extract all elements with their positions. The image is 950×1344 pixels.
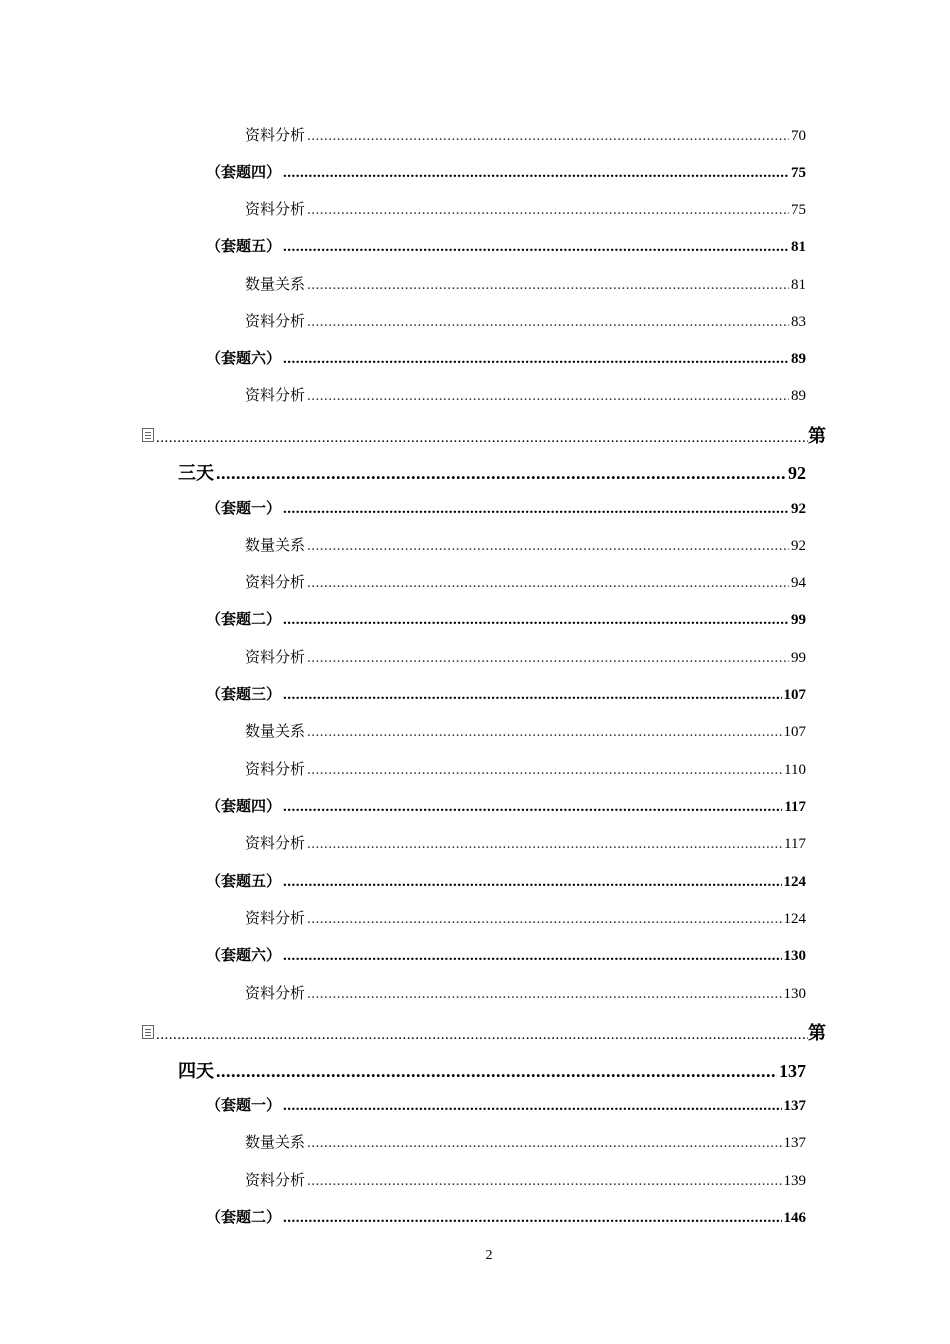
dot-leader [307, 724, 781, 741]
toc-entry-page: 110 [784, 762, 806, 778]
toc-entry[interactable] [245, 907, 806, 928]
toc-entry-label: （套题四） [206, 165, 282, 181]
toc-entry-page: 107 [783, 724, 806, 740]
toc-entry-label: 资料分析 [245, 388, 306, 404]
toc-entry-page: 89 [791, 351, 806, 367]
toc-entry-page: 117 [784, 799, 806, 815]
dot-leader [283, 612, 789, 629]
toc-entry-set[interactable] [206, 608, 806, 629]
toc-entry[interactable] [245, 571, 806, 592]
toc-entry-page: 117 [784, 836, 806, 852]
dot-leader [307, 202, 789, 219]
toc-day-label: 四天 [178, 1061, 214, 1081]
toc-entry[interactable] [245, 832, 806, 853]
toc-entry[interactable] [245, 310, 806, 331]
toc-entry-page: 130 [783, 986, 806, 1002]
toc-entry-page: 89 [791, 388, 806, 404]
toc-entry-page: 107 [783, 687, 806, 703]
dot-leader [283, 687, 781, 704]
toc-entry-page: 70 [791, 128, 806, 144]
dot-leader [216, 1061, 777, 1082]
toc-entry-label: 资料分析 [245, 986, 306, 1002]
toc-entry-label: （套题四） [206, 799, 282, 815]
toc-entry[interactable] [245, 720, 806, 741]
toc-entry[interactable] [245, 982, 806, 1003]
dot-leader [307, 128, 789, 145]
toc-entry-label: 资料分析 [245, 911, 306, 927]
toc-entry-set[interactable] [206, 497, 806, 518]
dot-leader [283, 1098, 781, 1115]
toc-entry-page: 92 [791, 501, 806, 517]
toc-day-heading[interactable] [142, 422, 826, 448]
dot-leader [283, 239, 789, 256]
toc-entry-page: 124 [783, 874, 806, 890]
toc-entry-page: 83 [791, 314, 806, 330]
toc-entry-label: 资料分析 [245, 762, 306, 778]
toc-entry-label: 资料分析 [245, 314, 306, 330]
toc-entry-page: 99 [791, 612, 806, 628]
toc-entry-label: （套题一） [206, 501, 282, 517]
dot-leader [283, 874, 781, 891]
toc-entry-set[interactable] [206, 161, 806, 182]
toc-day-label: 三天 [178, 463, 214, 483]
toc-entry-page: 94 [791, 575, 806, 591]
dot-leader [283, 799, 782, 816]
toc-entry-page: 75 [791, 165, 806, 181]
toc-entry-page: 137 [783, 1098, 806, 1114]
toc-entry-label: （套题二） [206, 612, 282, 628]
dot-leader [307, 1135, 781, 1152]
toc-entry-label: 资料分析 [245, 836, 306, 852]
toc-entry-label: 资料分析 [245, 128, 306, 144]
dot-leader [307, 314, 789, 331]
dot-leader [307, 650, 789, 667]
dot-leader [307, 986, 781, 1003]
dot-leader [283, 501, 789, 518]
dot-leader [307, 575, 789, 592]
toc-entry-set[interactable] [206, 1094, 806, 1115]
toc-entry-label: 资料分析 [245, 650, 306, 666]
toc-entry-label: 数量关系 [245, 277, 306, 293]
toc-entry-page: 81 [791, 277, 806, 293]
toc-entry[interactable] [245, 1131, 806, 1152]
toc-entry-set[interactable] [206, 944, 806, 965]
dot-leader [307, 538, 789, 555]
toc-entry-set[interactable] [206, 347, 806, 368]
dot-leader [283, 948, 781, 965]
toc-entry[interactable] [245, 534, 806, 555]
dot-leader [307, 1173, 781, 1190]
dot-leader [307, 388, 789, 405]
toc-entry-page: 124 [783, 911, 806, 927]
dot-leader [283, 165, 789, 182]
toc-entry-label: （套题三） [206, 687, 282, 703]
toc-entry-page: 75 [791, 202, 806, 218]
toc-entry[interactable] [245, 758, 806, 779]
toc-day-heading[interactable] [142, 1019, 826, 1045]
toc-entry-label: 资料分析 [245, 1173, 306, 1189]
toc-entry-set[interactable] [206, 1206, 806, 1227]
toc-day-entry[interactable] [178, 1057, 806, 1083]
toc-entry[interactable] [245, 124, 806, 145]
dot-leader [307, 277, 789, 294]
toc-entry-page: 139 [783, 1173, 806, 1189]
toc-day-page: 92 [788, 463, 806, 483]
toc-entry-label: 数量关系 [245, 724, 306, 740]
toc-day-entry[interactable] [178, 459, 806, 485]
dot-leader [283, 1210, 781, 1227]
toc-entry-label: （套题六） [206, 948, 282, 964]
dot-leader [216, 463, 786, 484]
dot-leader [156, 1027, 808, 1044]
toc-entry-set[interactable] [206, 795, 806, 816]
toc-entry-label: （套题五） [206, 874, 282, 890]
toc-day-prefix: 第 [808, 1023, 826, 1043]
toc-entry-label: 资料分析 [245, 575, 306, 591]
toc-entry-set[interactable] [206, 235, 806, 256]
toc-entry-label: 数量关系 [245, 1135, 306, 1151]
toc-entry[interactable] [245, 198, 806, 219]
toc-entry-page: 130 [783, 948, 806, 964]
page-number: 2 [485, 1248, 493, 1263]
toc-day-page: 137 [779, 1061, 806, 1081]
toc-entry-page: 137 [783, 1135, 806, 1151]
dot-leader [307, 836, 782, 853]
toc-entry-label: （套题六） [206, 351, 282, 367]
dot-leader [307, 762, 782, 779]
toc-entry-label: （套题二） [206, 1210, 282, 1226]
dot-leader [156, 430, 808, 447]
toc-entry[interactable] [245, 384, 806, 405]
toc-entry[interactable] [245, 1169, 806, 1190]
toc-entry-label: （套题一） [206, 1098, 282, 1114]
toc-entry-set[interactable] [206, 683, 806, 704]
dot-leader [307, 911, 781, 928]
document-icon [142, 1025, 154, 1039]
dot-leader [283, 351, 789, 368]
toc-day-prefix: 第 [808, 426, 826, 446]
toc-entry-page: 146 [783, 1210, 806, 1226]
toc-entry-label: 数量关系 [245, 538, 306, 554]
toc-entry-label: （套题五） [206, 239, 282, 255]
toc-entry-page: 92 [791, 538, 806, 554]
toc-entry[interactable] [245, 646, 806, 667]
toc-entry-page: 99 [791, 650, 806, 666]
toc-entry[interactable] [245, 273, 806, 294]
toc-entry-set[interactable] [206, 870, 806, 891]
toc-entry-label: 资料分析 [245, 202, 306, 218]
toc-entry-page: 81 [791, 239, 806, 255]
document-icon [142, 428, 154, 442]
